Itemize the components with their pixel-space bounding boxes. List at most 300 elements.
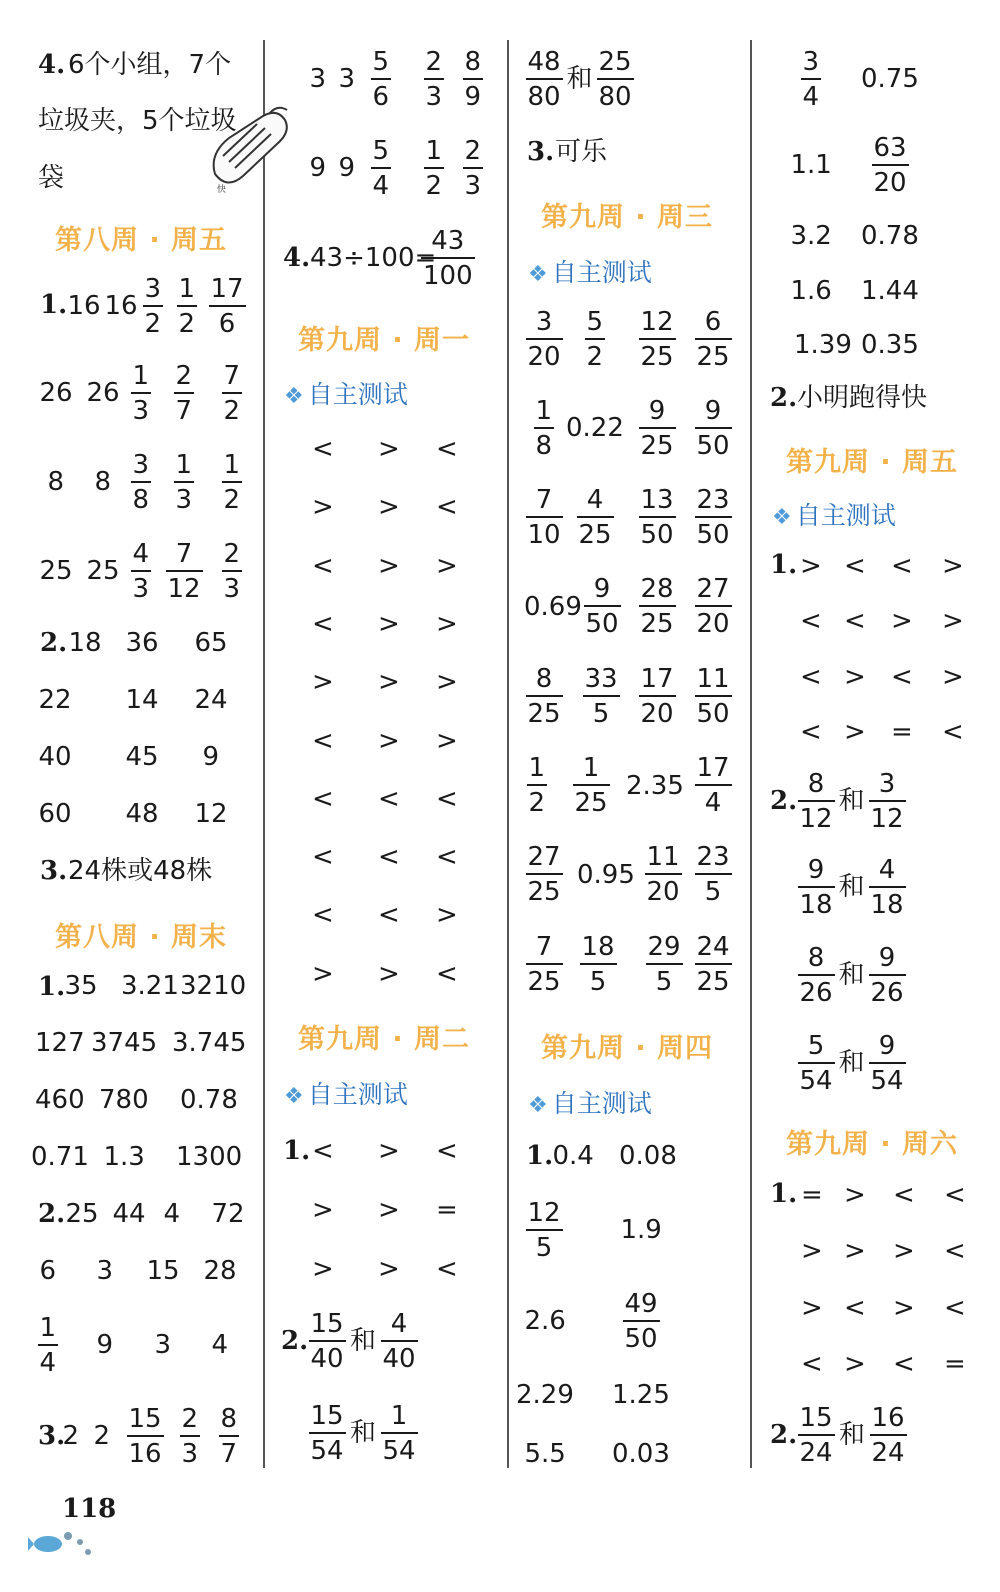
subsection-title bbox=[284, 1075, 408, 1111]
fraction-denominator: 16 bbox=[128, 1438, 162, 1469]
answer-value: 3.2 bbox=[790, 221, 832, 251]
fraction-numerator: 4 bbox=[878, 854, 896, 885]
fraction-numerator: 3 bbox=[132, 449, 150, 480]
comparison-sign: < bbox=[944, 1236, 966, 1267]
question-number: 2. bbox=[40, 628, 68, 658]
fraction-denominator: 50 bbox=[585, 609, 619, 640]
fraction bbox=[381, 1308, 418, 1374]
fraction-denominator: 3 bbox=[132, 573, 150, 604]
fraction-numerator: 3 bbox=[535, 306, 553, 337]
comparison-sign: < bbox=[800, 661, 822, 692]
fraction bbox=[695, 395, 732, 461]
fraction-denominator: 4 bbox=[802, 81, 820, 112]
fraction-denominator: 12 bbox=[799, 803, 833, 834]
fraction-denominator: 2 bbox=[144, 308, 162, 339]
fraction-numerator: 23 bbox=[696, 485, 730, 516]
fraction-numerator: 8 bbox=[807, 942, 825, 973]
fraction-numerator: 29 bbox=[647, 931, 681, 962]
fraction-numerator: 2 bbox=[175, 360, 193, 391]
fraction bbox=[801, 46, 822, 112]
fraction-numerator: 1 bbox=[132, 360, 150, 391]
diamond-bullet-icon: ❖ bbox=[528, 262, 548, 287]
answer-value: 0.95 bbox=[577, 859, 635, 890]
comparison-sign: < bbox=[436, 434, 458, 464]
fraction-denominator: 3 bbox=[223, 573, 241, 604]
comparison-sign: > bbox=[801, 1292, 823, 1323]
fraction-numerator: 27 bbox=[696, 574, 730, 605]
answer-value: 48 bbox=[125, 799, 159, 829]
answer-value: 2.6 bbox=[524, 1306, 566, 1336]
fraction bbox=[174, 449, 195, 515]
column-divider bbox=[750, 40, 752, 1468]
comparison-sign: < bbox=[312, 434, 334, 464]
comparison-sign: > bbox=[312, 492, 334, 523]
fraction-denominator: 54 bbox=[799, 1065, 833, 1096]
connector-text: 和 bbox=[838, 1048, 865, 1078]
fraction-numerator: 16 bbox=[871, 1402, 905, 1433]
answer-value: 1.39 bbox=[794, 330, 852, 360]
fraction-denominator: 25 bbox=[640, 609, 674, 640]
question-number: 1. bbox=[283, 1136, 311, 1166]
answer-value: 3 bbox=[338, 64, 356, 94]
fraction-denominator: 20 bbox=[696, 609, 730, 640]
subsection-title bbox=[772, 496, 896, 532]
answer-value: 16 bbox=[67, 291, 101, 321]
answer-value: 0.22 bbox=[566, 413, 624, 444]
fraction-denominator: 6 bbox=[372, 81, 390, 112]
answer-value: 127 bbox=[35, 1028, 85, 1058]
fraction-denominator: 12 bbox=[870, 803, 904, 834]
answer-value: 12 bbox=[194, 799, 228, 829]
fraction bbox=[645, 842, 682, 908]
comparison-sign: < bbox=[844, 1292, 866, 1323]
fraction bbox=[526, 1197, 563, 1263]
fraction bbox=[580, 931, 617, 997]
answer-value: 9 bbox=[309, 153, 327, 183]
comparison-sign: < bbox=[942, 716, 964, 747]
answer-value: 15 bbox=[146, 1256, 180, 1286]
comparison-sign: < bbox=[312, 842, 334, 873]
answer-value: 60 bbox=[38, 799, 72, 829]
answer-value: 6 bbox=[39, 1256, 57, 1286]
comparison-sign: < bbox=[378, 900, 400, 931]
fraction-denominator: 100 bbox=[423, 260, 473, 291]
answer-value: 3 bbox=[96, 1256, 114, 1286]
fraction-denominator: 54 bbox=[382, 1435, 416, 1466]
fraction bbox=[639, 306, 676, 372]
fraction-numerator: 5 bbox=[586, 306, 604, 337]
fraction-numerator: 9 bbox=[648, 395, 666, 426]
fraction bbox=[695, 931, 732, 997]
fraction bbox=[222, 360, 243, 426]
comparison-sign: > bbox=[844, 1236, 866, 1267]
fraction bbox=[869, 854, 906, 920]
section-header: 第九周 · 周六 bbox=[786, 1129, 959, 1160]
fraction-denominator: 3 bbox=[175, 484, 193, 515]
fraction-denominator: 20 bbox=[646, 877, 680, 908]
subsection-label: 自主测试 bbox=[551, 1089, 652, 1118]
answer-value: 3.21 bbox=[121, 971, 179, 1001]
fraction-numerator: 25 bbox=[598, 46, 632, 77]
fraction-numerator: 18 bbox=[581, 931, 615, 962]
comparison-sign: > bbox=[844, 661, 866, 692]
answer-value: 28 bbox=[203, 1256, 237, 1286]
fraction bbox=[526, 931, 563, 997]
fraction-numerator: 15 bbox=[128, 1403, 162, 1434]
fraction-numerator: 2 bbox=[464, 135, 482, 166]
fraction bbox=[209, 273, 246, 339]
answer-value: 26 bbox=[39, 378, 73, 408]
fraction-numerator: 15 bbox=[799, 1402, 833, 1433]
fraction bbox=[527, 755, 548, 816]
comparison-sign: < bbox=[436, 1254, 458, 1284]
fraction bbox=[219, 1403, 240, 1469]
answer-text: 小明跑得快 bbox=[797, 383, 928, 413]
answer-text: 可乐 bbox=[555, 137, 608, 167]
answer-text: 24株或48株 bbox=[68, 856, 213, 886]
question-number: 2. bbox=[770, 1420, 798, 1450]
answer-value: 9 bbox=[202, 742, 220, 772]
fraction-numerator: 4 bbox=[132, 538, 150, 569]
fraction-denominator: 2 bbox=[425, 170, 443, 201]
svg-text:快: 快 bbox=[217, 185, 227, 195]
fraction-numerator: 5 bbox=[807, 1030, 825, 1061]
subsection-label: 自主测试 bbox=[307, 1080, 408, 1109]
comparison-sign: > bbox=[312, 1254, 334, 1284]
comparison-sign: = bbox=[436, 1195, 458, 1225]
fraction bbox=[646, 931, 683, 997]
fraction bbox=[371, 135, 392, 201]
fraction-denominator: 25 bbox=[527, 698, 561, 729]
comparison-sign: > bbox=[436, 608, 458, 639]
question-number: 1. bbox=[770, 550, 798, 580]
comparison-sign: < bbox=[312, 608, 334, 639]
comparison-sign: < bbox=[844, 606, 866, 637]
answer-value: 18 bbox=[68, 628, 102, 658]
fraction-denominator: 25 bbox=[527, 966, 561, 997]
fraction-denominator: 3 bbox=[132, 395, 150, 426]
diamond-bullet-icon: ❖ bbox=[284, 384, 304, 409]
fraction-denominator: 80 bbox=[527, 81, 561, 112]
answer-value: 14 bbox=[125, 685, 159, 715]
fraction-denominator: 50 bbox=[696, 430, 730, 461]
comparison-sign: < bbox=[801, 1348, 823, 1379]
fraction-denominator: 2 bbox=[223, 484, 241, 515]
fraction-numerator: 15 bbox=[310, 1308, 344, 1339]
fraction-numerator: 5 bbox=[372, 135, 390, 166]
question-number: 4. bbox=[38, 50, 66, 80]
fraction-denominator: 25 bbox=[696, 341, 730, 372]
fraction-denominator: 10 bbox=[527, 520, 561, 551]
fraction-denominator: 80 bbox=[598, 81, 632, 112]
fraction-numerator: 1 bbox=[178, 273, 196, 304]
answer-value: 8 bbox=[94, 467, 112, 497]
comparison-sign: > bbox=[893, 1292, 915, 1323]
fraction-numerator: 8 bbox=[220, 1403, 238, 1434]
answer-value: 1.6 bbox=[790, 276, 832, 306]
answer-text: 6个小组，7个 bbox=[68, 50, 232, 80]
fraction-numerator: 11 bbox=[646, 842, 680, 873]
fraction bbox=[222, 449, 243, 515]
section-header: 第九周 · 周一 bbox=[298, 325, 471, 356]
question-number: 3. bbox=[38, 1421, 66, 1451]
comparison-sign: < bbox=[312, 1136, 334, 1166]
fraction bbox=[798, 1402, 835, 1468]
fraction bbox=[526, 306, 563, 372]
fraction-numerator: 2 bbox=[425, 46, 443, 77]
answer-value: 16 bbox=[104, 291, 138, 321]
answer-value: 35 bbox=[64, 971, 98, 1001]
comparison-sign: < bbox=[893, 1180, 915, 1210]
question-number: 1. bbox=[526, 1141, 554, 1171]
comparison-sign: > bbox=[378, 1254, 400, 1284]
fraction bbox=[309, 1308, 346, 1374]
fraction bbox=[526, 46, 563, 112]
answer-value: 25 bbox=[65, 1199, 99, 1229]
column-divider bbox=[507, 40, 509, 1468]
column-divider bbox=[263, 40, 265, 1468]
fraction bbox=[585, 306, 606, 372]
fraction-denominator: 20 bbox=[527, 341, 561, 372]
answer-value: 3210 bbox=[180, 971, 247, 1001]
fraction bbox=[143, 273, 164, 339]
fraction-denominator: 40 bbox=[382, 1343, 416, 1374]
fraction-numerator: 17 bbox=[696, 753, 730, 783]
fraction-denominator: 5 bbox=[655, 966, 673, 997]
answer-value: 0.03 bbox=[612, 1439, 670, 1469]
comparison-sign: > bbox=[801, 1236, 823, 1267]
fraction bbox=[421, 225, 475, 291]
diamond-bullet-icon: ❖ bbox=[528, 1093, 548, 1118]
fraction bbox=[597, 46, 634, 112]
fraction-denominator: 25 bbox=[574, 788, 608, 818]
fraction bbox=[180, 1403, 201, 1469]
fraction-numerator: 1 bbox=[582, 753, 600, 783]
comparison-sign: < bbox=[944, 1292, 966, 1323]
fraction-numerator: 9 bbox=[878, 942, 896, 973]
fraction-numerator: 1 bbox=[390, 1400, 408, 1431]
fraction-denominator: 5 bbox=[589, 966, 607, 997]
answer-text: 袋 bbox=[38, 163, 65, 193]
fraction-denominator: 24 bbox=[799, 1437, 833, 1468]
question-number: 3. bbox=[40, 856, 68, 886]
fraction-denominator: 2 bbox=[528, 788, 546, 818]
fraction bbox=[695, 842, 732, 908]
answer-text: 垃圾夹，5个垃圾 bbox=[38, 106, 237, 136]
fraction bbox=[695, 755, 732, 816]
fraction-numerator: 8 bbox=[807, 768, 825, 799]
fraction bbox=[695, 306, 732, 372]
answer-value: 1300 bbox=[176, 1142, 243, 1172]
comparison-sign: > bbox=[891, 606, 913, 637]
answer-expression: 43÷100= bbox=[310, 243, 437, 273]
fraction-denominator: 4 bbox=[704, 788, 722, 818]
fraction-denominator: 24 bbox=[871, 1437, 905, 1468]
fraction bbox=[371, 46, 392, 112]
comparison-sign: < bbox=[436, 842, 458, 873]
fraction-numerator: 9 bbox=[878, 1030, 896, 1061]
answer-value: 2.35 bbox=[626, 770, 684, 801]
question-number: 3. bbox=[527, 137, 555, 167]
comparison-sign: < bbox=[436, 492, 458, 523]
question-number: 1. bbox=[40, 290, 68, 320]
subsection-label: 自主测试 bbox=[795, 501, 896, 530]
fraction-denominator: 25 bbox=[640, 341, 674, 372]
fraction-numerator: 1 bbox=[175, 449, 193, 480]
fraction-denominator: 25 bbox=[696, 966, 730, 997]
comparison-sign: > bbox=[312, 667, 334, 698]
comparison-sign: > bbox=[844, 1348, 866, 1379]
answer-value: 0.35 bbox=[861, 330, 919, 360]
fraction-numerator: 3 bbox=[878, 768, 896, 799]
answer-value: 5.5 bbox=[524, 1439, 566, 1469]
comparison-sign: < bbox=[891, 551, 913, 581]
comparison-sign: < bbox=[436, 783, 458, 814]
answer-value: 25 bbox=[86, 556, 120, 586]
fraction bbox=[583, 663, 620, 729]
fraction-denominator: 50 bbox=[696, 520, 730, 551]
connector-text: 和 bbox=[839, 1420, 866, 1450]
comparison-sign: = bbox=[944, 1348, 966, 1379]
answer-value: 0.78 bbox=[861, 221, 919, 251]
answer-value: 0.75 bbox=[861, 64, 919, 94]
comparison-sign: < bbox=[891, 661, 913, 692]
fraction-numerator: 49 bbox=[624, 1288, 658, 1319]
fraction bbox=[869, 942, 906, 1008]
connector-text: 和 bbox=[350, 1326, 377, 1356]
comparison-sign: < bbox=[893, 1348, 915, 1379]
comparison-sign: = bbox=[801, 1180, 823, 1210]
answer-value: 45 bbox=[125, 742, 159, 772]
answer-value: 0.69 bbox=[524, 591, 582, 622]
fraction-numerator: 1 bbox=[528, 753, 546, 783]
question-number: 2. bbox=[770, 786, 798, 816]
connector-text: 和 bbox=[350, 1418, 377, 1448]
comparison-sign: < bbox=[800, 606, 822, 637]
fraction-numerator: 6 bbox=[704, 306, 722, 337]
answer-value: 72 bbox=[211, 1199, 245, 1229]
fraction bbox=[639, 663, 676, 729]
answer-value: 460 bbox=[35, 1085, 85, 1115]
fraction-denominator: 20 bbox=[873, 167, 907, 198]
fraction-numerator: 9 bbox=[807, 854, 825, 885]
answer-value: 36 bbox=[125, 628, 159, 658]
fraction-numerator: 8 bbox=[464, 46, 482, 77]
fraction bbox=[695, 574, 732, 640]
fraction-denominator: 7 bbox=[220, 1438, 238, 1469]
comparison-sign: < bbox=[312, 725, 334, 756]
comparison-sign: > bbox=[378, 434, 400, 464]
fraction bbox=[177, 273, 198, 339]
comparison-sign: < bbox=[312, 900, 334, 931]
connector-text: 和 bbox=[838, 872, 865, 902]
fraction bbox=[131, 538, 152, 604]
fraction-numerator: 27 bbox=[527, 842, 561, 873]
fraction-numerator: 1 bbox=[535, 395, 553, 426]
fraction-denominator: 3 bbox=[464, 170, 482, 201]
comparison-sign: > bbox=[942, 661, 964, 692]
fraction-denominator: 18 bbox=[799, 889, 833, 920]
fraction-denominator: 3 bbox=[181, 1438, 199, 1469]
fraction-denominator: 50 bbox=[624, 1323, 658, 1354]
fraction bbox=[309, 1400, 346, 1466]
fraction bbox=[127, 1403, 164, 1469]
section-header: 第九周 · 周四 bbox=[541, 1033, 714, 1064]
comparison-sign: > bbox=[378, 958, 400, 989]
comparison-sign: < bbox=[436, 1136, 458, 1166]
fraction-denominator: 20 bbox=[640, 698, 674, 729]
fraction-numerator: 13 bbox=[640, 485, 674, 516]
fraction bbox=[798, 854, 835, 920]
fraction-denominator: 9 bbox=[464, 81, 482, 112]
fraction-denominator: 2 bbox=[223, 395, 241, 426]
question-number: 2. bbox=[38, 1199, 66, 1229]
fraction-numerator: 24 bbox=[696, 931, 730, 962]
answer-value: 1.1 bbox=[790, 150, 832, 180]
answer-value: 3 bbox=[309, 64, 327, 94]
fraction-denominator: 4 bbox=[39, 1347, 57, 1378]
fraction bbox=[639, 574, 676, 640]
fraction bbox=[424, 46, 445, 112]
comparison-sign: > bbox=[378, 550, 400, 581]
comparison-sign: > bbox=[378, 725, 400, 756]
fraction-denominator: 8 bbox=[132, 484, 150, 515]
answer-value: 2 bbox=[62, 1421, 80, 1451]
fraction-denominator: 40 bbox=[310, 1343, 344, 1374]
fraction-denominator: 3 bbox=[425, 81, 443, 112]
comparison-sign: < bbox=[800, 716, 822, 747]
fraction bbox=[869, 768, 906, 834]
fraction-numerator: 48 bbox=[527, 46, 561, 77]
fraction bbox=[222, 538, 243, 604]
answer-value: 3.745 bbox=[172, 1028, 247, 1058]
section-header: 第九周 · 周二 bbox=[298, 1024, 471, 1055]
comparison-sign: > bbox=[844, 716, 866, 747]
comparison-sign: > bbox=[893, 1236, 915, 1267]
subsection-label: 自主测试 bbox=[307, 380, 408, 409]
answer-value: 3 bbox=[154, 1330, 172, 1360]
fraction-numerator: 17 bbox=[640, 663, 674, 694]
fraction bbox=[166, 538, 203, 604]
fraction bbox=[584, 574, 621, 640]
answer-value: 26 bbox=[86, 378, 120, 408]
fraction-denominator: 5 bbox=[535, 1232, 553, 1263]
fraction-numerator: 12 bbox=[527, 1197, 561, 1228]
fraction-numerator: 33 bbox=[584, 663, 618, 694]
fraction-denominator: 26 bbox=[870, 977, 904, 1008]
comparison-sign: > bbox=[378, 608, 400, 639]
comparison-sign: < bbox=[378, 783, 400, 814]
fraction-denominator: 12 bbox=[167, 573, 201, 604]
fraction-numerator: 3 bbox=[802, 46, 820, 77]
fraction bbox=[695, 485, 732, 551]
comparison-sign: < bbox=[312, 550, 334, 581]
fraction-numerator: 12 bbox=[640, 306, 674, 337]
connector-text: 和 bbox=[838, 960, 865, 990]
fraction bbox=[424, 135, 445, 201]
diamond-bullet-icon: ❖ bbox=[772, 505, 792, 530]
comparison-sign: > bbox=[436, 550, 458, 581]
section-header: 第九周 · 周五 bbox=[786, 447, 959, 478]
fraction bbox=[695, 663, 732, 729]
subsection-title bbox=[284, 375, 408, 411]
fraction-denominator: 54 bbox=[870, 1065, 904, 1096]
fraction-numerator: 2 bbox=[181, 1403, 199, 1434]
fraction-denominator: 6 bbox=[218, 308, 236, 339]
fraction-numerator: 11 bbox=[696, 663, 730, 694]
fraction bbox=[798, 1030, 835, 1096]
fraction bbox=[623, 1288, 660, 1354]
